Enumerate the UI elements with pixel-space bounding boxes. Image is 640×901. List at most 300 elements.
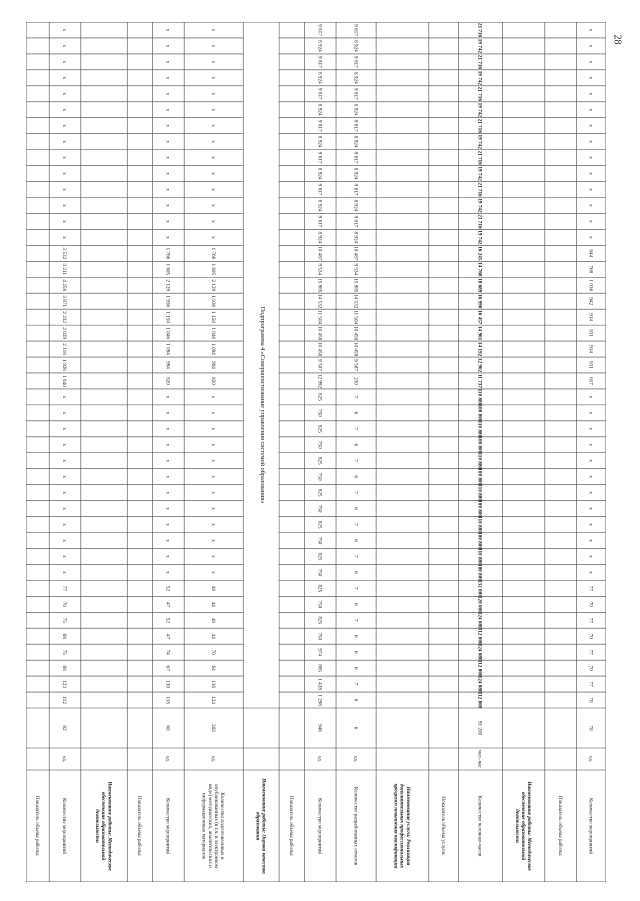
- base-value-cell: 946: [316, 724, 323, 732]
- table-cell: х: [164, 459, 171, 463]
- table-cell: 15 985: [316, 278, 323, 293]
- table-cell: 831: [587, 329, 594, 337]
- table-cell: 6: [352, 443, 359, 447]
- table-cell: х: [164, 427, 171, 431]
- table-cell: 100 800: [476, 436, 483, 454]
- table-cell: 1 428: [316, 678, 323, 690]
- table-cell: 9 817: [352, 119, 359, 132]
- table-cell: 230: [352, 377, 359, 385]
- table-cell: х: [164, 140, 171, 143]
- row-label: Показатель объема работы:: [556, 795, 563, 857]
- row-label: Количество подготовленных иопубликованных (в т.ч. в электронномвиде) методических, аналитических иинформационных материалов: [200, 783, 226, 869]
- table-cell: х: [587, 555, 594, 558]
- table-cell: 110 880: [476, 548, 483, 565]
- table-cell: х: [209, 124, 216, 127]
- table-cell: х: [587, 188, 594, 191]
- table-cell: 44: [209, 601, 216, 607]
- table-cell: 8 924: [316, 40, 323, 52]
- table-cell: 112: [61, 696, 68, 704]
- table-cell: 110 880: [476, 516, 483, 533]
- table-cell: 885: [316, 664, 323, 673]
- base-value-cell: 70: [587, 725, 594, 731]
- table-cell: 9 817: [352, 183, 359, 196]
- table-cell: 21 716: [476, 22, 483, 38]
- table-cell: х: [587, 491, 594, 494]
- table-cell: х: [164, 76, 171, 80]
- table-cell: х: [164, 491, 171, 494]
- table-cell: 994: [209, 361, 216, 369]
- table-cell: 6: [352, 603, 359, 606]
- table-cell: 825: [316, 456, 323, 465]
- table-cell: 8 924: [316, 231, 323, 244]
- table-cell: х: [209, 60, 216, 64]
- unit-cell: ед.: [587, 755, 594, 763]
- table-cell: х: [209, 140, 216, 143]
- table-cell: 124 080: [476, 611, 483, 629]
- table-cell: 10 487: [352, 246, 359, 261]
- table-cell: 16 990: [476, 294, 483, 309]
- table-cell: х: [164, 507, 171, 510]
- table-cell: 750: [316, 568, 323, 577]
- table-cell: х: [61, 28, 68, 32]
- table-cell: 18 689: [476, 278, 483, 293]
- table-cell: 1 046: [164, 327, 171, 339]
- table-cell: х: [164, 539, 171, 542]
- table-cell: 8 924: [316, 135, 323, 148]
- table-cell: 9 817: [316, 24, 323, 36]
- table-cell: 1 094: [164, 343, 171, 355]
- table-cell: 21 716: [476, 86, 483, 101]
- table-cell: х: [164, 395, 171, 399]
- table-cell: 77: [61, 585, 68, 591]
- table-cell: 70: [587, 633, 594, 639]
- data-table: [26, 22, 606, 882]
- table-cell: х: [61, 140, 68, 143]
- table-cell: х: [61, 443, 68, 447]
- unit-cell: ед.: [164, 755, 171, 763]
- table-cell: 9 507: [352, 359, 359, 371]
- table-cell: 3 871: [61, 295, 68, 308]
- table-cell: х: [587, 523, 594, 526]
- table-cell: х: [587, 236, 594, 239]
- table-cell: 110 880: [476, 484, 483, 501]
- table-cell: х: [587, 60, 594, 64]
- table-cell: 7: [352, 523, 359, 526]
- table-cell: х: [61, 571, 68, 574]
- table-cell: х: [209, 172, 216, 175]
- table-cell: 3 532: [61, 247, 68, 260]
- table-cell: 7: [352, 491, 359, 494]
- table-cell: 825: [316, 520, 323, 529]
- table-cell: 70: [61, 601, 68, 607]
- table-cell: 825: [316, 584, 323, 593]
- table-cell: х: [209, 491, 216, 494]
- table-cell: 14 192: [476, 341, 483, 357]
- table-cell: х: [61, 156, 68, 159]
- row-label: Наименование услуги: Реализациядополнительных профессиональныхпрограмм повышения квалификации: [392, 783, 411, 869]
- table-cell: 68: [61, 633, 68, 639]
- table-cell: 47: [164, 601, 171, 607]
- table-cell: 21 716: [476, 214, 483, 229]
- table-cell: 68: [61, 665, 68, 671]
- table-cell: 132 000: [476, 579, 483, 597]
- table-cell: х: [61, 108, 68, 112]
- table-cell: 16 457: [476, 310, 483, 325]
- table-cell: 8 924: [352, 231, 359, 244]
- table-cell: 750: [316, 472, 323, 481]
- base-value-cell: 91 200: [476, 720, 483, 736]
- table-cell: 11 504: [352, 310, 359, 325]
- table-cell: х: [61, 220, 68, 223]
- table-cell: 825: [316, 552, 323, 561]
- table-cell: х: [164, 28, 171, 32]
- table-cell: 750: [316, 536, 323, 545]
- table-cell: 820: [164, 377, 171, 385]
- table-cell: х: [209, 523, 216, 526]
- table-cell: 10 458: [352, 341, 359, 357]
- table-cell: х: [587, 92, 594, 96]
- table-cell: х: [587, 140, 594, 143]
- table-cell: х: [61, 236, 68, 239]
- table-cell: х: [164, 236, 171, 239]
- row-label: Количество разработанных отчетов: [352, 786, 359, 866]
- table-cell: 2 029: [61, 327, 68, 339]
- table-cell: 10 487: [316, 246, 323, 261]
- table-cell: х: [61, 427, 68, 431]
- table-cell: х: [587, 539, 594, 542]
- table-cell: 820: [209, 377, 216, 385]
- table-cell: 8 924: [316, 199, 323, 212]
- table-cell: х: [209, 156, 216, 159]
- table-cell: 7: [352, 587, 359, 590]
- row-label: Количество мероприятий: [316, 797, 323, 855]
- table-cell: 21 716: [476, 150, 483, 165]
- table-cell: 100 800: [476, 404, 483, 422]
- table-cell: х: [61, 92, 68, 96]
- table-cell: х: [61, 44, 68, 48]
- table-cell: х: [209, 76, 216, 80]
- table-cell: 124 080: [476, 675, 483, 693]
- table-cell: 7: [352, 618, 359, 622]
- table-cell: 750: [316, 504, 323, 513]
- table-cell: 10 458: [316, 341, 323, 357]
- table-cell: 12 902: [476, 357, 483, 373]
- table-cell: 9 817: [352, 56, 359, 68]
- row-label: Показатель объема работы:: [33, 795, 40, 857]
- table-cell: х: [164, 220, 171, 223]
- table-cell: 3 211: [61, 263, 68, 276]
- table-cell: 6: [352, 571, 359, 574]
- table-cell: 6: [352, 507, 359, 510]
- table-cell: 9 507: [316, 359, 323, 371]
- table-cell: 44: [209, 633, 216, 639]
- table-cell: 7: [352, 395, 359, 399]
- table-cell: 974: [316, 648, 323, 657]
- table-cell: 9 817: [316, 215, 323, 228]
- table-cell: х: [164, 443, 171, 447]
- table-cell: х: [164, 204, 171, 207]
- table-cell: 6: [352, 411, 359, 415]
- table-cell: х: [209, 204, 216, 207]
- table-cell: 831: [587, 361, 594, 369]
- table-cell: х: [587, 395, 594, 399]
- table-cell: 8 924: [316, 103, 323, 116]
- table-cell: 12 992: [316, 373, 323, 389]
- table-cell: х: [61, 491, 68, 494]
- table-cell: 21 716: [476, 182, 483, 197]
- table-cell: 100 800: [476, 500, 483, 518]
- table-cell: 1 766: [164, 247, 171, 260]
- table-cell: 74: [164, 649, 171, 655]
- table-cell: х: [587, 443, 594, 447]
- row-label: Наименование работы: Методическоеобеспечение образовательнойдеятельности: [513, 781, 533, 871]
- table-cell: 19 742: [476, 198, 483, 213]
- table-cell: 825: [316, 424, 323, 433]
- table-cell: 70: [587, 665, 594, 671]
- table-cell: 9 534: [316, 263, 323, 276]
- table-cell: х: [164, 523, 171, 526]
- table-cell: 110 880: [476, 452, 483, 470]
- table-cell: 14 532: [316, 294, 323, 309]
- table-cell: х: [209, 108, 216, 112]
- table-cell: 9 534: [352, 263, 359, 276]
- table-cell: х: [587, 108, 594, 112]
- table-cell: 9 817: [316, 183, 323, 196]
- table-cell: 2 118: [61, 343, 68, 355]
- table-cell: 1 605: [164, 263, 171, 276]
- table-cell: 1 926: [61, 359, 68, 371]
- table-cell: 6: [352, 475, 359, 478]
- table-cell: 15 985: [352, 278, 359, 293]
- table-cell: 6: [352, 539, 359, 542]
- table-cell: 75: [61, 617, 68, 623]
- table-cell: 994: [164, 361, 171, 369]
- table-cell: 100 800: [476, 563, 483, 581]
- table-cell: 825: [316, 488, 323, 497]
- table-cell: 7: [352, 555, 359, 558]
- table-cell: 2 129: [164, 279, 171, 292]
- table-cell: х: [61, 395, 68, 399]
- table-cell: х: [209, 92, 216, 96]
- table-cell: х: [164, 92, 171, 96]
- table-cell: 112 800: [476, 691, 483, 709]
- table-cell: 19 742: [476, 38, 483, 54]
- table-cell: х: [209, 411, 216, 415]
- base-value-cell: 202: [209, 724, 216, 732]
- table-cell: х: [209, 395, 216, 399]
- table-cell: 750: [316, 440, 323, 449]
- row-label: Показатель объема работы:: [287, 795, 294, 857]
- table-cell: 48: [209, 617, 216, 623]
- table-cell: 52: [164, 585, 171, 591]
- table-cell: х: [61, 172, 68, 175]
- table-cell: х: [61, 76, 68, 80]
- table-cell: х: [587, 156, 594, 159]
- table-cell: х: [164, 172, 171, 175]
- table-cell: 123: [61, 680, 68, 688]
- table-cell: 8 924: [352, 103, 359, 116]
- row-label: Количество человеко-часов: [476, 795, 483, 857]
- table-cell: х: [61, 475, 68, 478]
- table-cell: х: [164, 44, 171, 48]
- table-cell: 8 924: [316, 72, 323, 84]
- unit-cell: ед.: [61, 755, 68, 763]
- table-cell: х: [587, 411, 594, 415]
- table-cell: 110 880: [476, 420, 483, 438]
- table-cell: 70: [587, 697, 594, 703]
- table-cell: 11 504: [316, 310, 323, 325]
- table-cell: х: [61, 124, 68, 127]
- table-cell: 844: [587, 249, 594, 258]
- table-cell: 124 080: [476, 643, 483, 661]
- section-title: Подпрограмма 4 «Совершенствование управления системой образования»: [259, 306, 267, 504]
- table-cell: 9 817: [352, 24, 359, 36]
- table-cell: х: [587, 76, 594, 80]
- row-label: Количество мероприятий: [164, 797, 171, 855]
- table-cell: х: [209, 571, 216, 574]
- table-cell: 10 458: [352, 325, 359, 341]
- table-cell: 77: [587, 585, 594, 591]
- table-cell: 19 742: [476, 134, 483, 149]
- unit-cell: ед.: [316, 755, 323, 763]
- table-cell: х: [61, 188, 68, 191]
- table-cell: 8 924: [316, 167, 323, 180]
- table-cell: 70: [587, 601, 594, 607]
- table-cell: 8 924: [352, 135, 359, 148]
- table-cell: х: [164, 60, 171, 64]
- table-cell: х: [209, 236, 216, 239]
- table-cell: 77: [587, 649, 594, 655]
- table-cell: 1 936: [209, 295, 216, 308]
- table-grid: [26, 22, 606, 882]
- table-cell: 1 605: [209, 263, 216, 276]
- rotated-table-sheet: [26, 22, 606, 882]
- table-cell: 21 716: [476, 54, 483, 70]
- table-cell: 6: [352, 698, 359, 702]
- table-cell: 942: [587, 297, 594, 306]
- table-cell: х: [164, 124, 171, 127]
- table-cell: х: [164, 411, 171, 415]
- table-cell: 48: [209, 585, 216, 591]
- table-cell: 14 532: [352, 294, 359, 309]
- row-label: Наименование работы: Оценка качестваобразования: [254, 778, 267, 874]
- table-cell: 7: [352, 459, 359, 463]
- row-label: Показатель объема услуги:: [439, 796, 446, 856]
- table-cell: х: [587, 427, 594, 431]
- table-cell: 19 742: [476, 166, 483, 181]
- table-cell: х: [587, 220, 594, 223]
- table-cell: 825: [316, 616, 323, 625]
- table-cell: 47: [164, 633, 171, 639]
- table-cell: 1 150: [209, 311, 216, 323]
- table-cell: 617: [587, 377, 594, 385]
- table-cell: 1 640: [61, 375, 68, 387]
- table-cell: 9 817: [316, 151, 323, 164]
- table-cell: х: [61, 555, 68, 558]
- table-cell: 7: [352, 682, 359, 686]
- table-cell: 4 258: [61, 279, 68, 292]
- table-cell: х: [587, 44, 594, 48]
- table-cell: 6: [352, 650, 359, 654]
- table-cell: 8 924: [352, 199, 359, 212]
- table-cell: 77: [587, 681, 594, 687]
- table-cell: х: [587, 459, 594, 463]
- table-cell: 75: [61, 649, 68, 655]
- table-cell: х: [209, 555, 216, 558]
- table-cell: х: [587, 172, 594, 175]
- table-cell: 19 742: [476, 102, 483, 117]
- table-cell: 750: [316, 408, 323, 417]
- table-cell: 8 924: [352, 72, 359, 84]
- row-label: Количество мероприятий: [587, 797, 594, 855]
- table-cell: 750: [316, 600, 323, 609]
- table-cell: х: [209, 220, 216, 223]
- table-cell: 110 880: [476, 388, 483, 406]
- table-cell: х: [209, 459, 216, 463]
- base-value-cell: 82: [61, 725, 68, 731]
- table-cell: 16 245: [476, 246, 483, 261]
- table-cell: 1 094: [209, 343, 216, 355]
- table-cell: 6: [352, 634, 359, 638]
- table-cell: 825: [316, 393, 323, 401]
- table-cell: 77: [587, 617, 594, 623]
- table-cell: х: [209, 539, 216, 542]
- table-cell: х: [587, 507, 594, 510]
- table-cell: 9 817: [352, 151, 359, 164]
- table-cell: 2 232: [61, 311, 68, 323]
- table-cell: х: [209, 44, 216, 48]
- base-value-cell: 6: [352, 726, 359, 730]
- table-cell: х: [61, 459, 68, 463]
- table-cell: х: [164, 475, 171, 478]
- table-cell: 124: [209, 696, 216, 704]
- table-cell: 112 800: [476, 659, 483, 677]
- table-cell: х: [164, 108, 171, 112]
- table-cell: х: [164, 156, 171, 159]
- table-cell: 120 000: [476, 595, 483, 613]
- table-cell: 14 768: [476, 262, 483, 277]
- table-cell: х: [61, 411, 68, 415]
- table-cell: 136: [209, 680, 216, 688]
- table-cell: 8 924: [352, 167, 359, 180]
- table-cell: 914: [587, 313, 594, 322]
- table-cell: 64: [209, 665, 216, 671]
- table-cell: 52: [164, 617, 171, 623]
- table-cell: 7: [352, 427, 359, 431]
- table-cell: 112 800: [476, 627, 483, 645]
- table-cell: 70: [209, 649, 216, 655]
- table-cell: 1 298: [316, 694, 323, 706]
- table-cell: х: [587, 204, 594, 207]
- table-cell: х: [164, 188, 171, 191]
- table-cell: х: [164, 555, 171, 558]
- table-cell: х: [164, 571, 171, 574]
- table-cell: 1 150: [164, 311, 171, 323]
- table-cell: 1 046: [209, 327, 216, 339]
- row-label: Количество мероприятий: [61, 797, 68, 855]
- table-cell: 914: [587, 345, 594, 353]
- table-cell: х: [61, 507, 68, 510]
- table-cell: 100 800: [476, 468, 483, 486]
- page-number: 28: [611, 34, 623, 45]
- table-cell: 21 716: [476, 118, 483, 133]
- table-cell: х: [587, 571, 594, 574]
- table-cell: 8 924: [352, 40, 359, 52]
- unit-cell: чел.-час: [476, 750, 483, 768]
- table-cell: 14 961: [476, 325, 483, 341]
- table-cell: 9 817: [352, 87, 359, 100]
- table-cell: х: [587, 28, 594, 32]
